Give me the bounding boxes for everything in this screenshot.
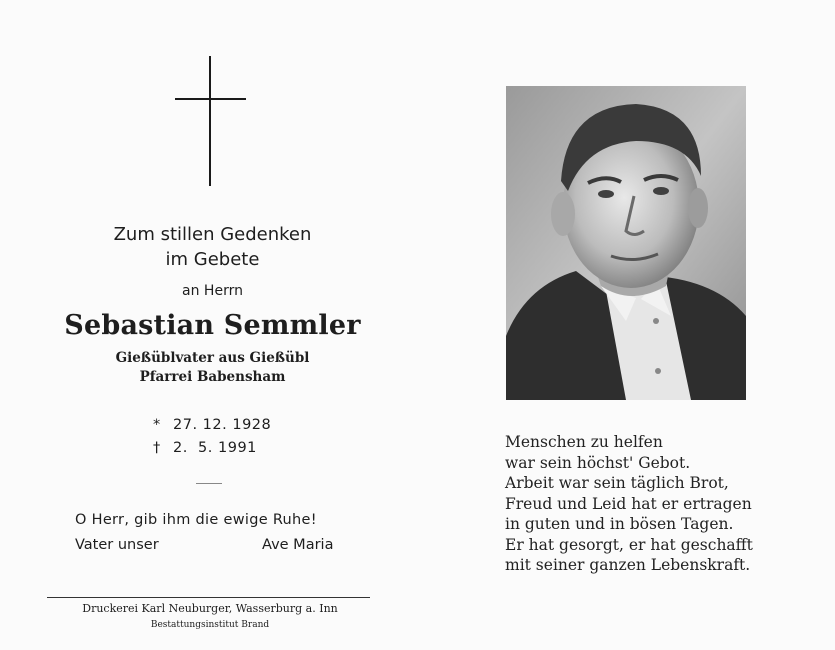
cross-icon-bar: [175, 98, 246, 100]
verse: [505, 432, 753, 576]
heading-line-2: im Gebete: [165, 249, 260, 270]
death-date: 2. 5. 1991: [173, 440, 257, 456]
footer-rule: [47, 597, 370, 598]
heading-line-1: Zum stillen Gedenken: [113, 224, 312, 245]
deceased-parish: Pfarrei Babensham: [139, 369, 286, 385]
portrait-photo: [506, 86, 746, 400]
verse-line-7: mit seiner ganzen Lebenskraft.: [505, 556, 751, 574]
verse-line-1: Menschen zu helfen: [505, 433, 663, 451]
birth-date: 27. 12. 1928: [173, 417, 272, 433]
birth-symbol: *: [153, 417, 161, 433]
divider: [196, 483, 222, 484]
prayer-line: O Herr, gib ihm die ewige Ruhe!: [75, 512, 317, 528]
verse-line-6: Er hat gesorgt, er hat geschafft: [505, 535, 753, 554]
funeral-institute: Bestattungsinstitut Brand: [150, 620, 270, 630]
deceased-title: Gießüblvater aus Gießübl: [115, 350, 310, 366]
verse-line-3: Arbeit war sein täglich Brot,: [505, 474, 729, 492]
life-dates: [153, 414, 271, 460]
deceased-name: Sebastian Semmler: [64, 310, 361, 341]
portrait-image: [506, 86, 746, 400]
verse-line-4: Freud und Leid hat er ertragen: [505, 494, 752, 513]
birth-row: [153, 414, 271, 437]
cross-icon: [209, 56, 211, 186]
printer-line: Druckerei Karl Neuburger, Wasserburg a. Inn: [82, 602, 338, 615]
deceased-details: [40, 349, 385, 387]
prayer-ave-maria: Ave Maria: [262, 537, 334, 553]
verse-line-5: in guten und in bösen Tagen.: [505, 515, 734, 533]
prayer-vater-unser: Vater unser: [75, 537, 159, 553]
verse-line-2: war sein höchst' Gebot.: [505, 453, 691, 472]
death-row: [153, 437, 271, 460]
heading: [40, 222, 385, 272]
salutation: an Herrn: [182, 283, 243, 299]
death-cross-icon: †: [153, 440, 161, 456]
